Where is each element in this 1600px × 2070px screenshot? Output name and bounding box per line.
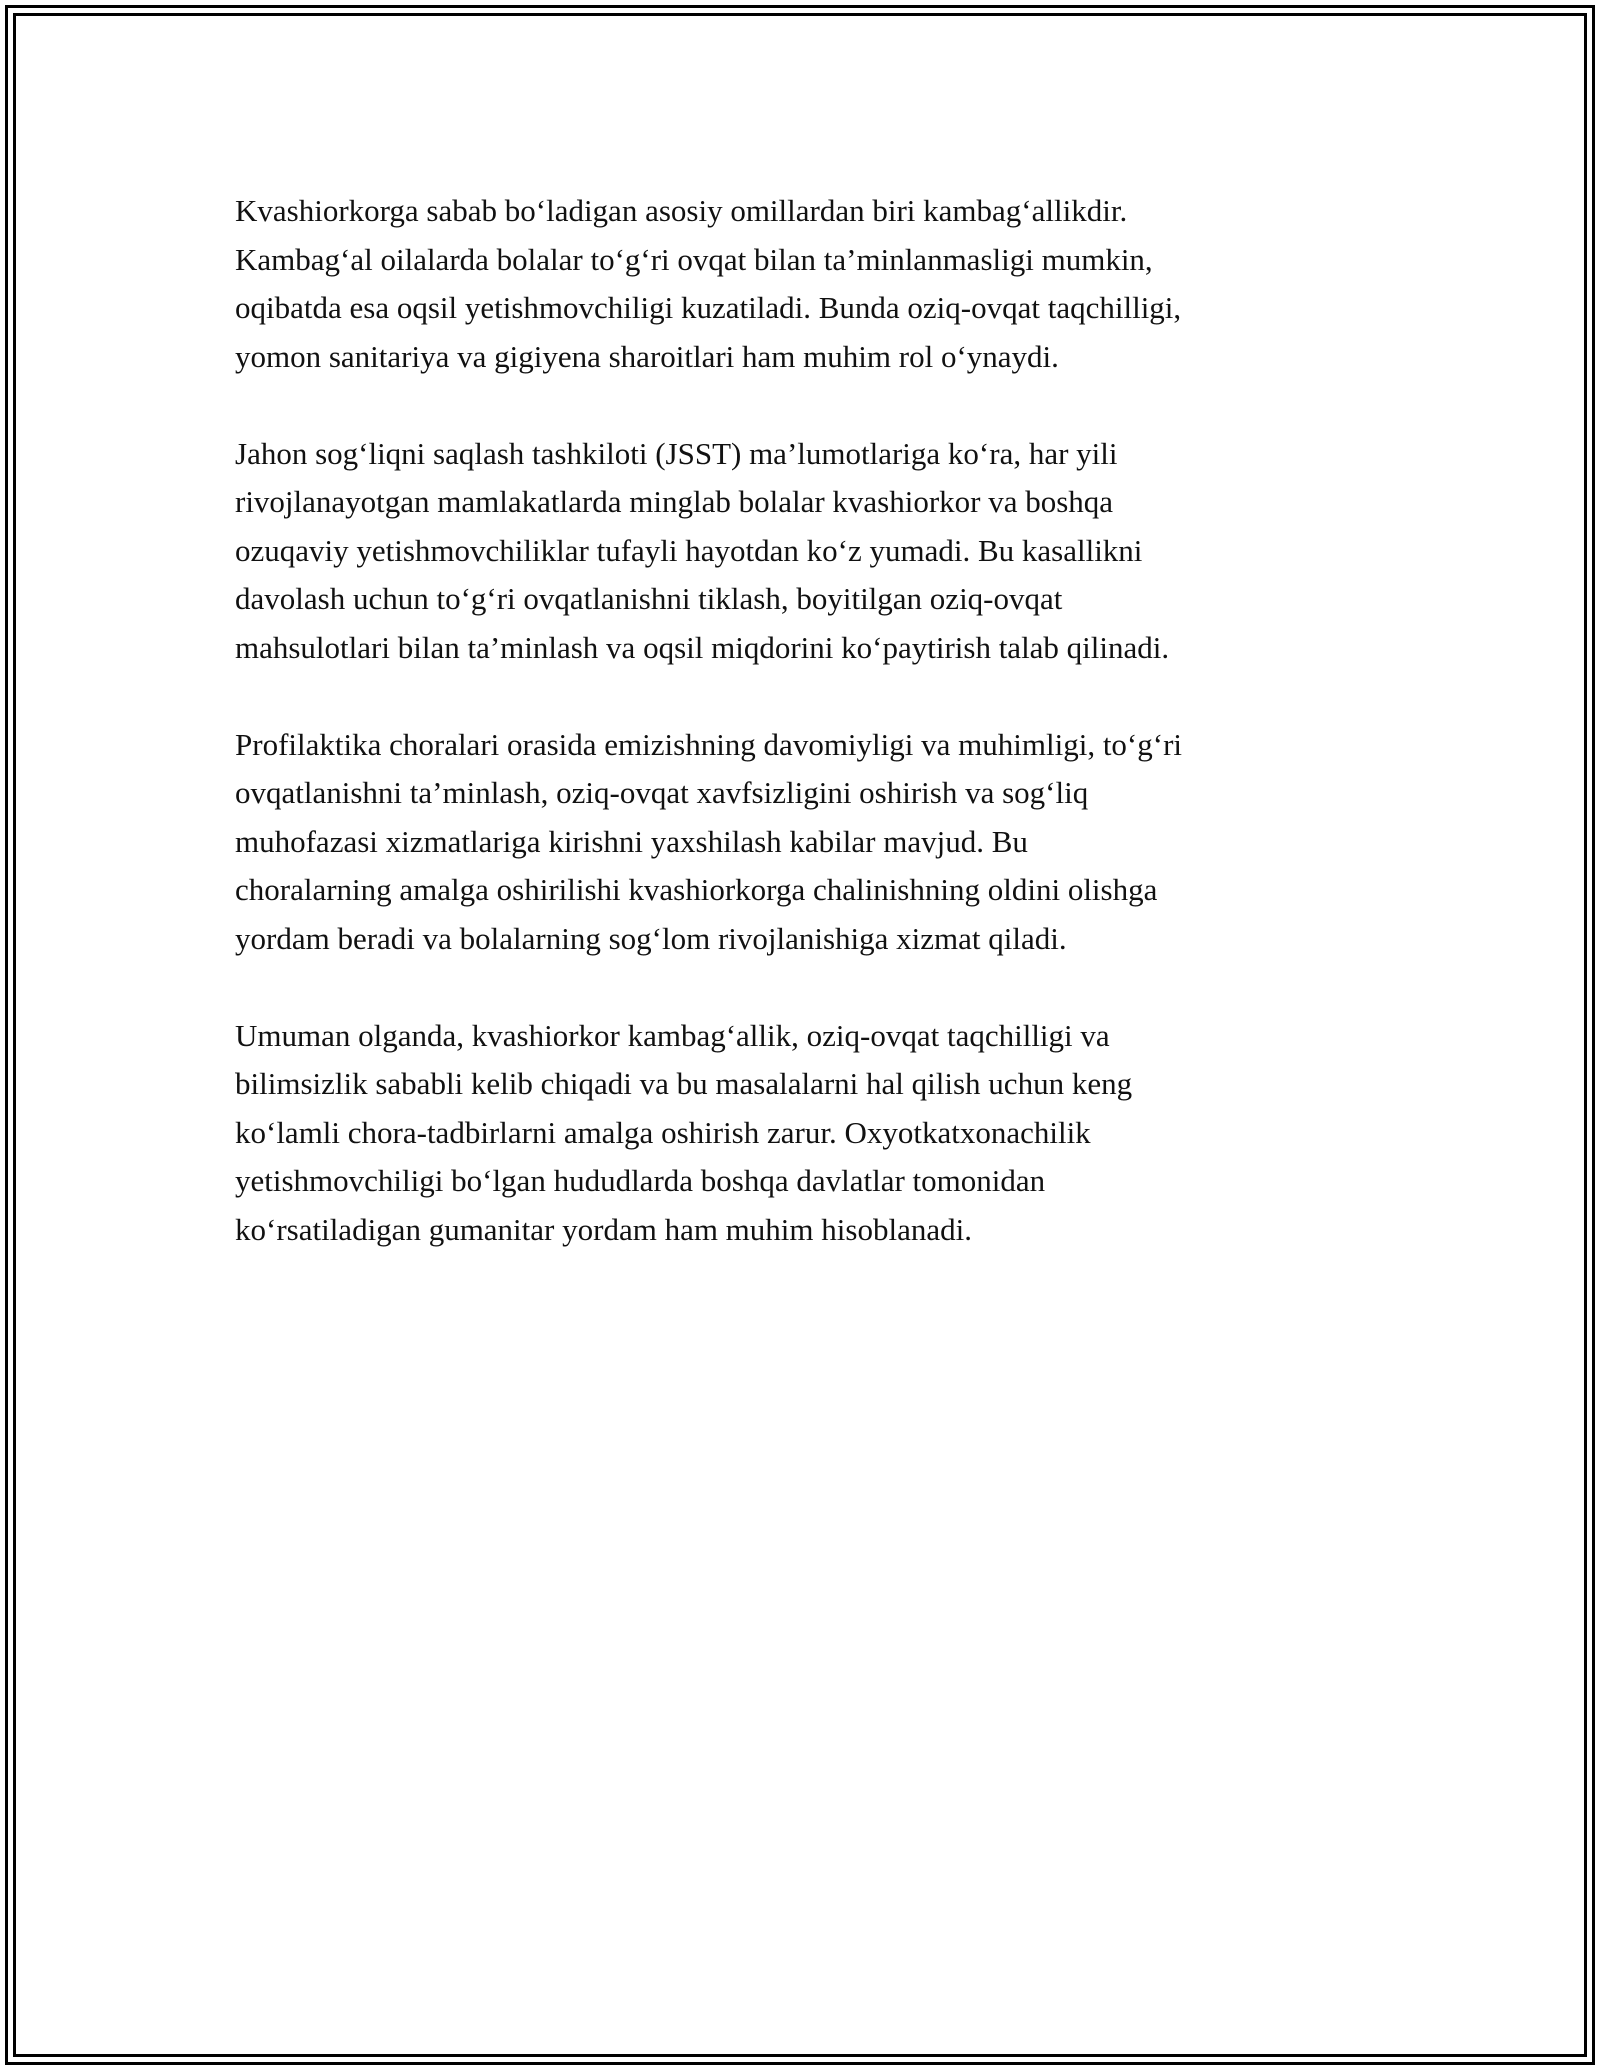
paragraph-line: muhofazasi xizmatlariga kirishni yaxshilash kabilar mavjud. Bu [235,823,1028,859]
paragraph-line: ko‘lamli chora-tadbirlarni amalga oshirish zarur. Oxyotkatxonachilik [235,1114,1091,1150]
paragraph-line: Profilaktika choralari orasida emizishning davomiyligi va muhimligi, to‘g‘ri [235,726,1183,762]
paragraph-line: ko‘rsatiladigan gumanitar yordam ham muhim hisoblanadi. [235,1211,972,1247]
paragraph-line: Kambag‘al oilalarda bolalar to‘g‘ri ovqat bilan ta’minlanmasligi mumkin, [235,241,1153,277]
paragraph-line: yetishmovchiligi bo‘lgan hududlarda boshqa davlatlar tomonidan [235,1163,1046,1198]
paragraph-line: ovqatlanishni ta’minlash, oziq-ovqat xavfsizligini oshirish va sog‘liq [235,775,1089,810]
paragraph-line: mahsulotlari bilan ta’minlash va oqsil miqdorini ko‘paytirish talab qilinadi. [235,629,1170,665]
paragraph-4 [235,1012,1365,1255]
paragraph-line: rivojlanayotgan mamlakatlarda minglab bolalar kvashiorkor va boshqa [235,484,1114,519]
paragraph-line: Umuman olganda, kvashiorkor kambag‘allik, oziq-ovqat taqchilligi va [235,1017,1110,1053]
paragraph-line: oqibatda esa oqsil yetishmovchiligi kuzatiladi. Bunda oziq-ovqat taqchilligi, [235,290,1182,325]
paragraph-line: davolash uchun to‘g‘ri ovqatlanishni tiklash, boyitilgan oziq-ovqat [235,581,1063,616]
paragraph-2 [235,430,1365,673]
paragraph-line: yordam beradi va bolalarning sog‘lom rivojlanishiga xizmat qiladi. [235,920,1067,956]
document-body [235,187,1365,1303]
paragraph-3 [235,721,1365,964]
paragraph-line: yomon sanitariya va gigiyena sharoitlari ham muhim rol o‘ynaydi. [235,338,1059,374]
paragraph-line: choralarning amalga oshirilishi kvashiorkorga chalinishning oldini olishga [235,872,1158,907]
paragraph-line: Jahon sog‘liqni saqlash tashkiloti (JSST) ma’lumotlariga ko‘ra, har yili [235,435,1118,471]
paragraph-line: Kvashiorkorga sabab bo‘ladigan asosiy omillardan biri kambag‘allikdir. [235,193,1128,228]
paragraph-line: ozuqaviy yetishmovchiliklar tufayli hayotdan ko‘z yumadi. Bu kasallikni [235,532,1143,568]
paragraph-line: bilimsizlik sababli kelib chiqadi va bu masalalarni hal qilish uchun keng [235,1066,1133,1101]
paragraph-1 [235,187,1365,381]
